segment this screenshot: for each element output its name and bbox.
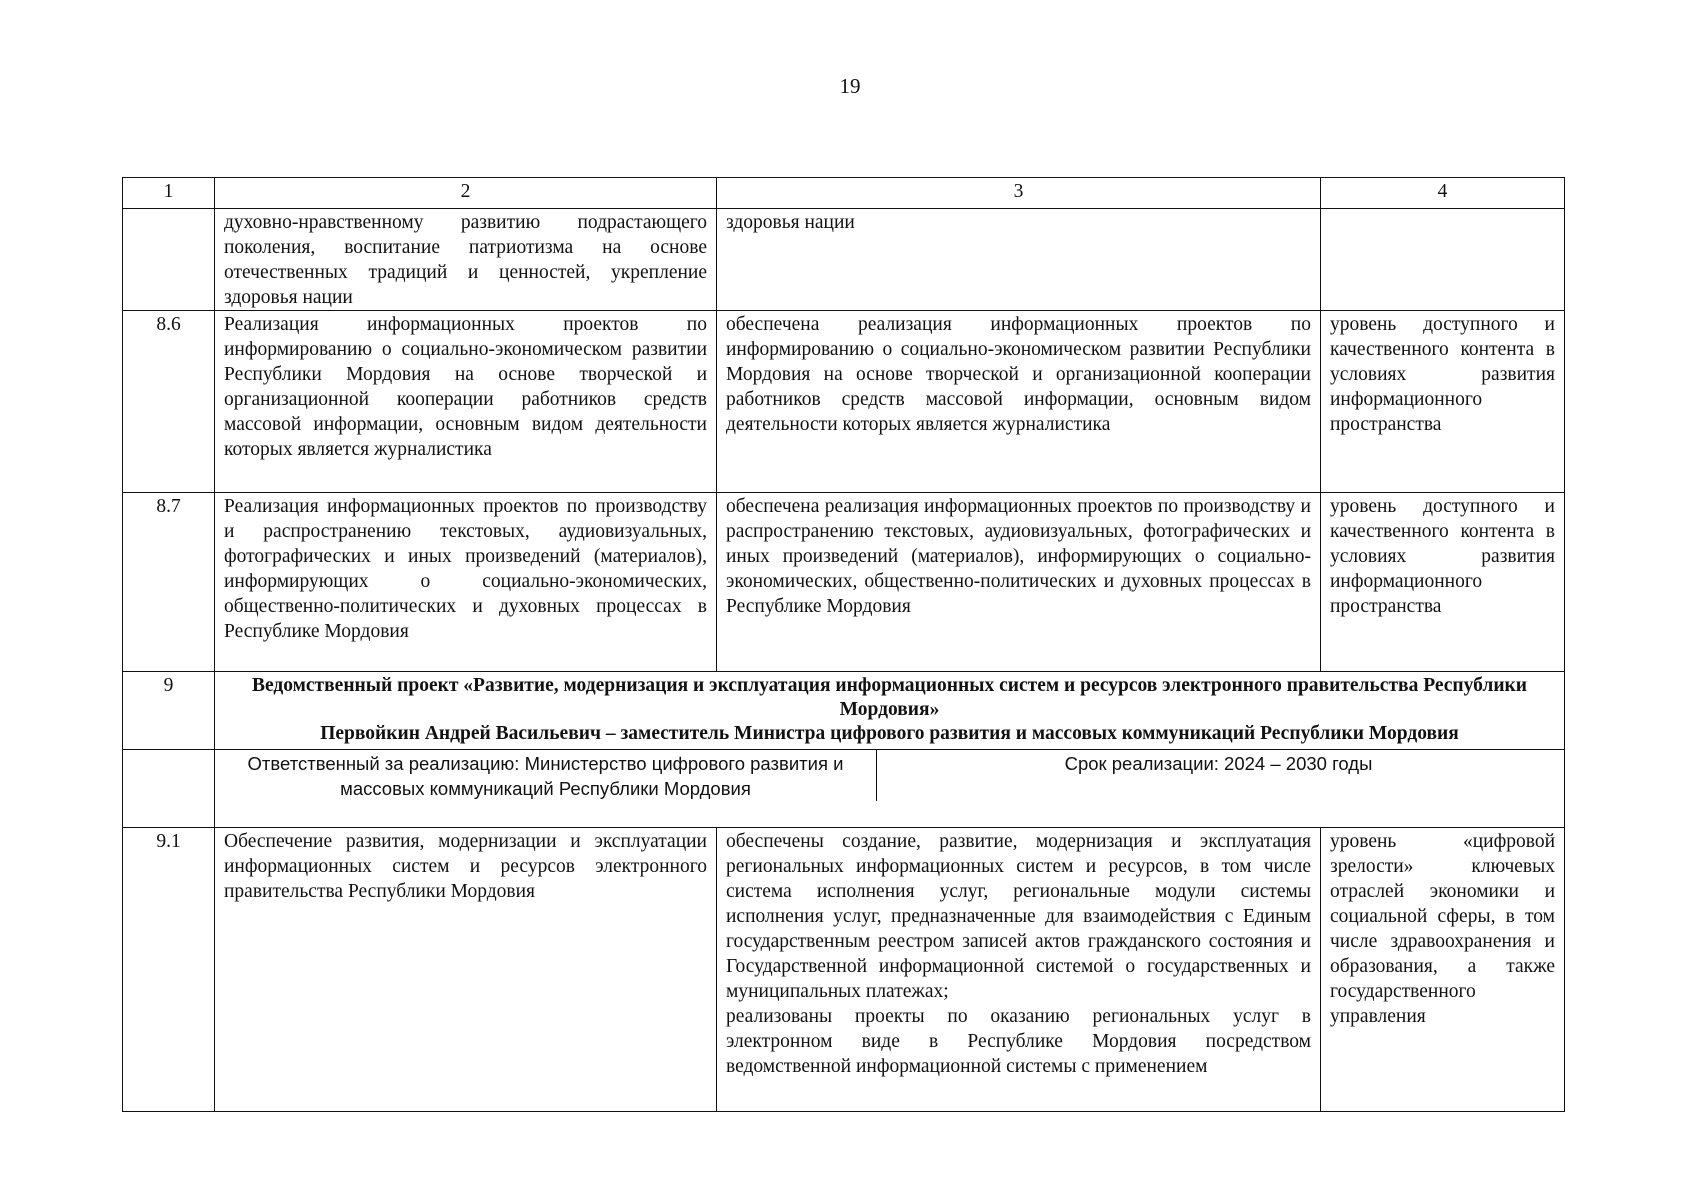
measure-text: духовно-нравственному развитию подрастающего поколения, воспитание патриотизма на основе отечественных традиций и ценностей, укрепление здоровья нации (215, 209, 717, 311)
table-row (123, 828, 1565, 1112)
column-number-row (123, 178, 1565, 209)
table-row (123, 493, 1565, 672)
measure-text: Обеспечение развития, модернизации и эксплуатации информационных систем и ресурсов электронного правительства Республики Мордовия (215, 828, 717, 1112)
indicator-text (1321, 209, 1565, 311)
measure-text: Реализация информационных проектов по производству и распространению текстовых, аудиовизуальных, фотографических и иных произведений (материалов), информирующих о социально-экономических, общественно-политических и духовных процессах в Республике Мордовия (215, 493, 717, 672)
page-number: 19 (839, 74, 861, 98)
measure-text: Реализация информационных проектов по информированию о социально-экономическом развитии Республики Мордовия на основе творческой и организационной кооперации работников средств массовой информации, основным видом деятельности которых является журналистика (215, 311, 717, 493)
result-text: обеспечены создание, развитие, модернизация и эксплуатация региональных информационных систем и ресурсов, в том числе система исполнения услуг, региональные модули системы исполнения услуг, предназначенные для взаимодействия с Единым государственным реестром записей актов гражданского состояния и Государственной информационной системой о государственных и муниципальных платежах; (726, 831, 1311, 1002)
column-header-1: 1 (123, 178, 215, 209)
row-number: 8.6 (123, 311, 215, 493)
indicator-text: уровень доступного и качественного контента в условиях развития информационного пространства (1321, 493, 1565, 672)
responsible-row (123, 750, 1565, 828)
project-title: Ведомственный проект «Развитие, модернизация и эксплуатация информационных систем и ресурсов электронного правительства Республики Мордовия» (251, 675, 1528, 720)
result-text: обеспечена реализация информационных проектов по производству и распространению текстовых, аудиовизуальных, фотографических и иных произведений (материалов), информирующих о социально-экономических, общественно-политических и духовных процессах в Республике Мордовия (717, 493, 1321, 672)
section-title-cell (215, 672, 1565, 750)
row-number: 8.7 (123, 493, 215, 672)
column-header-3: 3 (717, 178, 1321, 209)
indicator-text: уровень доступного и качественного контента в условиях развития информационного пространства (1321, 311, 1565, 493)
indicator-text: уровень «цифровой зрелости» ключевых отраслей экономики и социальной сферы, в том числе здравоохранения и образования, а также государственного управления (1321, 828, 1565, 1112)
result-text: здоровья нации (717, 209, 1321, 311)
responsible-text: Ответственный за реализацию: Министерство цифрового развития и массовых коммуникаций Республики Мордовия (215, 750, 877, 801)
section-header-row (123, 672, 1565, 750)
section-number: 9 (123, 672, 215, 750)
row-number: 9.1 (123, 828, 215, 1112)
result-text-continued: реализованы проекты по оказанию региональных услуг в электронном виде в Республике Мордовия посредством ведомственной информационной системы с применением (726, 1006, 1311, 1077)
column-header-4: 4 (1321, 178, 1565, 209)
result-cell (717, 828, 1321, 1112)
column-header-2: 2 (215, 178, 717, 209)
table-row (123, 311, 1565, 493)
implementation-term: Срок реализации: 2024 – 2030 годы (1064, 753, 1373, 774)
program-table (122, 177, 1565, 1112)
result-text: обеспечена реализация информационных проектов по информированию о социально-экономическом развитии Республики Мордовия на основе творческой и организационной кооперации работников средств массовой информации, основным видом деятельности которых является журналистика (717, 311, 1321, 493)
project-lead: Первойкин Андрей Васильевич – заместитель Министра цифрового развития и массовых коммуникаций Республики Мордовия (320, 723, 1459, 744)
responsible-cell (215, 750, 1565, 828)
continuation-row (123, 209, 1565, 311)
row-number (123, 750, 215, 828)
row-number (123, 209, 215, 311)
